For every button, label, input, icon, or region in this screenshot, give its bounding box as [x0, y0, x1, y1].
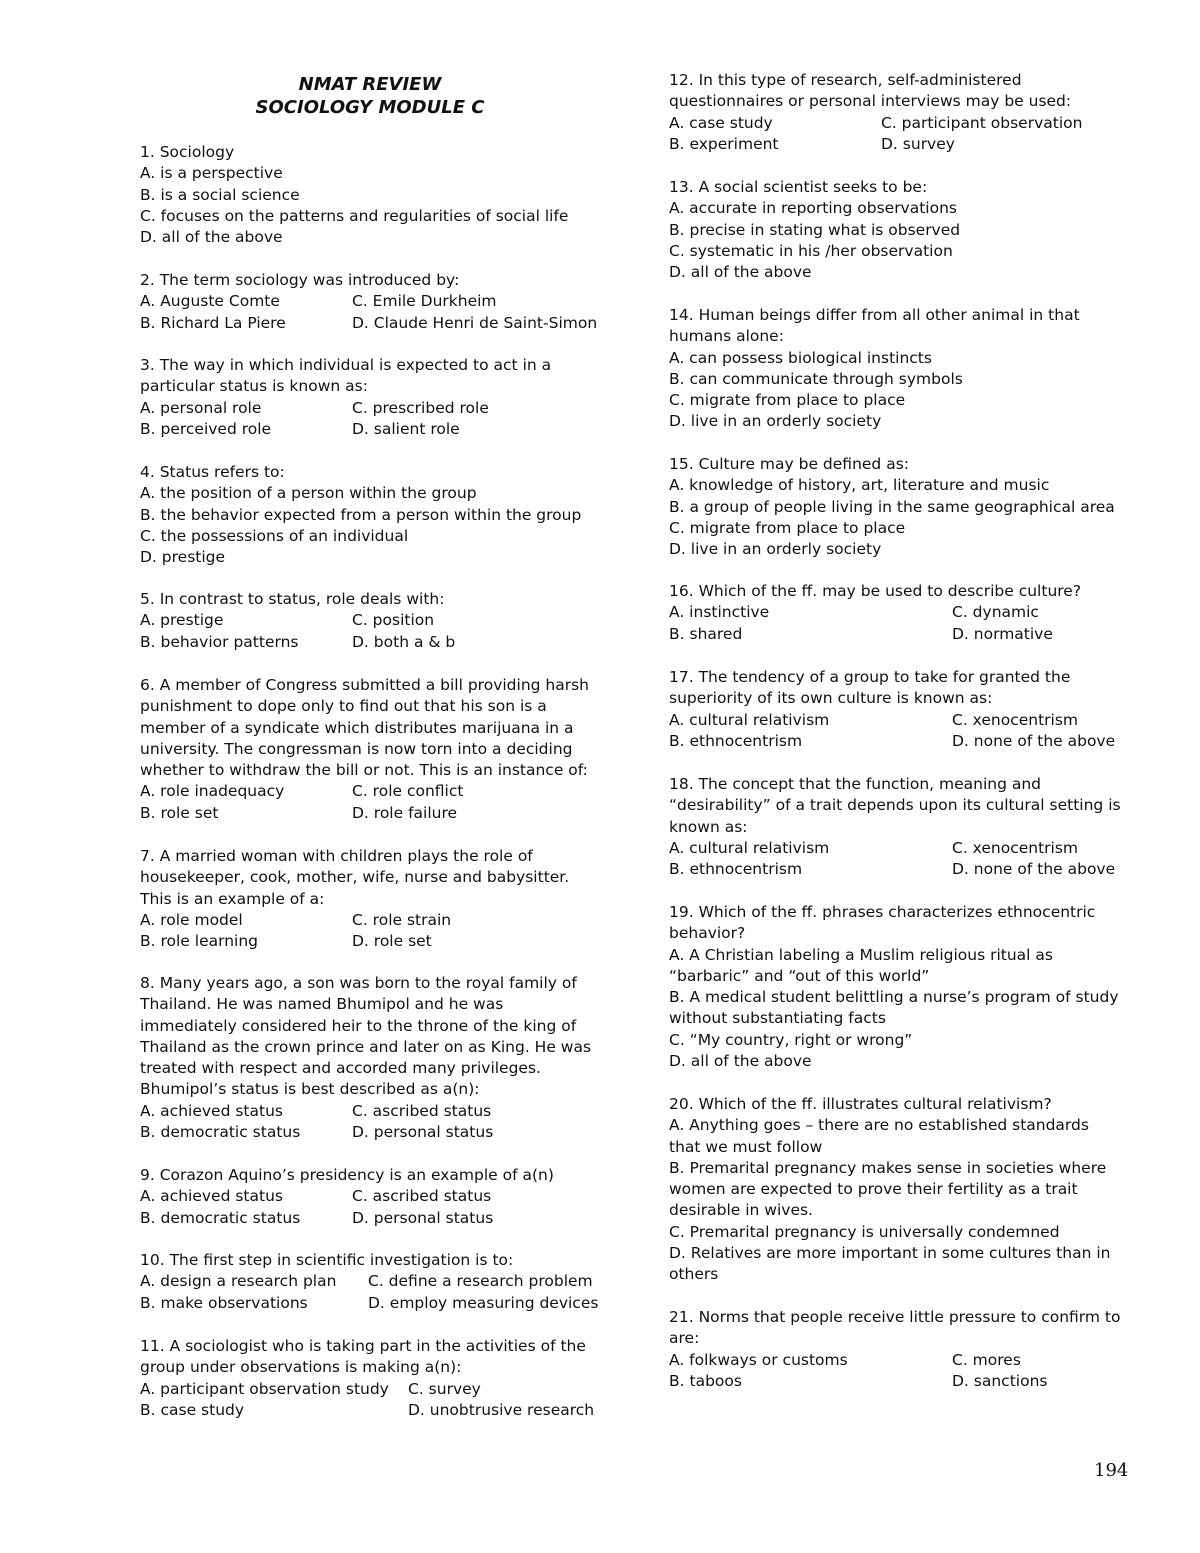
answer-option: A. is a perspective: [140, 164, 283, 183]
question-stem-line: 20. Which of the ff. illustrates cultural relativism?: [669, 1095, 1052, 1113]
answer-option: that we must follow: [669, 1137, 823, 1156]
question-block: [140, 846, 605, 952]
question-block: [140, 1165, 605, 1229]
answer-option: B. perceived role: [140, 419, 272, 438]
question-stem-line: university. The congressman is now torn into a deciding: [140, 739, 573, 758]
question-block: [140, 589, 605, 653]
answer-option: C. participant observation: [881, 113, 1083, 132]
answer-option: C. Emile Durkheim: [352, 292, 497, 311]
answer-row: [669, 134, 1129, 155]
answer-option: B. Premarital pregnancy makes sense in societies where: [669, 1158, 1107, 1177]
answer-option: C. mores: [952, 1350, 1021, 1369]
question-stem-line: Thailand as the crown prince and later on as King. He was: [140, 1037, 592, 1056]
answer-row: [669, 710, 1129, 731]
answer-option: D. both a & b: [352, 632, 456, 651]
answer-row: [140, 291, 605, 312]
answer-row: [140, 610, 605, 631]
question-stem-line: 17. The tendency of a group to take for granted the: [669, 668, 1071, 686]
question-stem-line: questionnaires or personal interviews may be used:: [669, 92, 1072, 111]
answer-row: [140, 1186, 605, 1207]
answer-row: [140, 781, 605, 802]
answer-row: [140, 1101, 605, 1122]
question-block: [669, 667, 1129, 752]
answer-option: A. personal role: [140, 398, 262, 417]
answer-option: D. live in an orderly society: [669, 412, 882, 431]
answer-row: [140, 1208, 605, 1229]
answer-row: [669, 859, 1129, 880]
answer-option: C. prescribed role: [352, 398, 489, 417]
answer-option: C. Premarital pregnancy is universally condemned: [669, 1222, 1060, 1241]
answer-option: C. “My country, right or wrong”: [669, 1030, 913, 1049]
answer-row: [140, 419, 605, 440]
answer-option: A. participant observation study: [140, 1379, 389, 1398]
answer-option: B. democratic status: [140, 1123, 301, 1142]
question-block: [669, 454, 1129, 560]
question-stem-line: behavior?: [669, 924, 746, 943]
answer-option: D. normative: [952, 624, 1053, 643]
answer-row: [140, 313, 605, 334]
answer-option: A. prestige: [140, 611, 224, 630]
answer-row: [140, 632, 605, 653]
answer-option: C. role conflict: [352, 782, 464, 801]
question-block: [140, 1336, 605, 1421]
answer-option: A. cultural relativism: [669, 838, 830, 857]
answer-option: without substantiating facts: [669, 1009, 886, 1028]
question-stem-line: superiority of its own culture is known as:: [669, 689, 993, 708]
answer-option: B. case study: [140, 1400, 245, 1419]
answer-option: A. knowledge of history, art, literature and music: [669, 476, 1050, 495]
answer-option: C. xenocentrism: [952, 838, 1079, 857]
answer-option: C. xenocentrism: [952, 710, 1079, 729]
answer-row: [669, 1350, 1129, 1371]
question-stem-line: particular status is known as:: [140, 377, 368, 396]
question-block: [669, 1094, 1129, 1286]
question-stem-line: This is an example of a:: [140, 889, 325, 908]
answer-option: B. experiment: [669, 134, 779, 153]
question-stem-line: 9. Corazon Aquino’s presidency is an example of a(n): [140, 1166, 554, 1184]
answer-option: D. Relatives are more important in some cultures than in: [669, 1244, 1111, 1263]
answer-option: B. make observations: [140, 1293, 308, 1312]
question-stem-line: 6. A member of Congress submitted a bill providing harsh: [140, 676, 590, 694]
answer-option: A. Anything goes – there are no established standards: [669, 1116, 1089, 1135]
question-block: [140, 973, 605, 1143]
answer-option: D. all of the above: [669, 263, 812, 282]
question-stem-line: Bhumipol’s status is best described as a(n):: [140, 1080, 480, 1099]
title-line-1: NMAT REVIEW: [298, 74, 442, 95]
question-stem-line: 7. A married woman with children plays the role of: [140, 847, 533, 865]
answer-option: D. employ measuring devices: [368, 1293, 599, 1312]
answer-option: A. cultural relativism: [669, 710, 830, 729]
question-block: [140, 355, 605, 440]
question-block: [669, 305, 1129, 433]
question-stem-line: 15. Culture may be defined as:: [669, 455, 909, 473]
answer-option: D. all of the above: [140, 228, 283, 247]
answer-option: B. behavior patterns: [140, 632, 299, 651]
answer-option: B. can communicate through symbols: [669, 369, 963, 388]
answer-option: A. accurate in reporting observations: [669, 199, 957, 218]
answer-row: [140, 910, 605, 931]
question-stem-line: 1. Sociology: [140, 143, 235, 161]
answer-option: A. the position of a person within the group: [140, 484, 477, 503]
answer-option: A. instinctive: [669, 603, 770, 622]
answer-option: B. democratic status: [140, 1208, 301, 1227]
question-block: [140, 142, 605, 248]
answer-option: A. folkways or customs: [669, 1350, 848, 1369]
question-block: [669, 70, 1129, 155]
answer-option: C. focuses on the patterns and regularities of social life: [140, 206, 569, 225]
answer-option: C. migrate from place to place: [669, 391, 906, 410]
answer-row: [669, 624, 1129, 645]
answer-option: A. role model: [140, 910, 243, 929]
title-line-2: SOCIOLOGY MODULE C: [255, 97, 485, 118]
question-stem-line: humans alone:: [669, 327, 784, 346]
answer-option: D. none of the above: [952, 731, 1116, 750]
question-stem-line: are:: [669, 1329, 700, 1348]
question-block: [140, 270, 605, 334]
question-block: [140, 675, 605, 824]
question-stem-line: member of a syndicate which distributes marijuana in a: [140, 718, 574, 737]
answer-option: A. can possess biological instincts: [669, 348, 932, 367]
answer-option: B. taboos: [669, 1371, 742, 1390]
answer-option: D. survey: [881, 134, 955, 153]
answer-option: B. a group of people living in the same geographical area: [669, 497, 1115, 516]
answer-option: D. salient role: [352, 419, 460, 438]
question-stem-line: group under observations is making a(n):: [140, 1358, 462, 1377]
answer-option: A. achieved status: [140, 1187, 283, 1206]
question-stem-line: 13. A social scientist seeks to be:: [669, 178, 928, 196]
answer-option: A. design a research plan: [140, 1272, 337, 1291]
question-stem-line: 18. The concept that the function, meaning and: [669, 775, 1042, 793]
question-stem-line: 12. In this type of research, self-administered: [669, 71, 1022, 89]
answer-option: desirable in wives.: [669, 1201, 813, 1220]
question-stem-line: housekeeper, cook, mother, wife, nurse and babysitter.: [140, 868, 570, 887]
answer-option: C. systematic in his /her observation: [669, 241, 953, 260]
answer-row: [140, 931, 605, 952]
answer-option: C. position: [352, 611, 435, 630]
answer-row: [140, 398, 605, 419]
answer-option: women are expected to prove their fertility as a trait: [669, 1180, 1078, 1199]
answer-option: A. Auguste Comte: [140, 292, 280, 311]
answer-row: [669, 602, 1129, 623]
question-stem-line: Thailand. He was named Bhumipol and he was: [140, 995, 504, 1014]
answer-row: [669, 731, 1129, 752]
answer-option: D. personal status: [352, 1123, 494, 1142]
answer-option: C. dynamic: [952, 603, 1039, 622]
answer-option: D. personal status: [352, 1208, 494, 1227]
answer-option: B. role learning: [140, 932, 259, 951]
answer-row: [669, 113, 1129, 134]
question-stem-line: 8. Many years ago, a son was born to the royal family of: [140, 974, 577, 992]
question-stem-line: 5. In contrast to status, role deals with:: [140, 590, 445, 608]
question-block: [140, 462, 605, 568]
answer-option: D. none of the above: [952, 860, 1116, 879]
question-block: [669, 177, 1129, 283]
answer-option: C. migrate from place to place: [669, 518, 906, 537]
answer-option: B. shared: [669, 624, 743, 643]
answer-option: A. case study: [669, 113, 773, 132]
question-block: [669, 774, 1129, 880]
question-block: [669, 902, 1129, 1072]
question-stem-line: 3. The way in which individual is expected to act in a: [140, 356, 552, 374]
answer-option: C. define a research problem: [368, 1272, 593, 1291]
answer-option: D. role failure: [352, 803, 458, 822]
answer-option: B. ethnocentrism: [669, 860, 803, 879]
answer-option: C. ascribed status: [352, 1101, 492, 1120]
answer-row: [140, 803, 605, 824]
answer-option: B. A medical student belittling a nurse’s program of study: [669, 988, 1119, 1007]
answer-option: A. achieved status: [140, 1101, 283, 1120]
question-stem-line: 4. Status refers to:: [140, 463, 285, 481]
answer-option: D. unobtrusive research: [408, 1400, 595, 1419]
question-stem-line: 21. Norms that people receive little pressure to confirm to: [669, 1308, 1121, 1326]
question-block: [669, 581, 1129, 645]
question-stem-line: 11. A sociologist who is taking part in the activities of the: [140, 1337, 586, 1355]
answer-row: [669, 1371, 1129, 1392]
answer-option: D. role set: [352, 932, 432, 951]
question-stem-line: 10. The first step in scientific investigation is to:: [140, 1251, 514, 1269]
question-stem-line: 19. Which of the ff. phrases characterizes ethnocentric: [669, 903, 1096, 921]
question-stem-line: 16. Which of the ff. may be used to describe culture?: [669, 582, 1082, 600]
question-stem-line: 2. The term sociology was introduced by:: [140, 271, 460, 289]
page-number: 194: [1094, 1460, 1129, 1481]
answer-row: [140, 1293, 605, 1314]
question-stem-line: treated with respect and accorded many privileges.: [140, 1059, 541, 1078]
answer-option: “barbaric” and “out of this world”: [669, 966, 930, 985]
document-title: [140, 73, 600, 119]
answer-option: D. prestige: [140, 548, 226, 567]
answer-option: B. the behavior expected from a person within the group: [140, 505, 582, 524]
answer-option: D. sanctions: [952, 1371, 1048, 1390]
answer-option: B. ethnocentrism: [669, 731, 803, 750]
answer-option: C. survey: [408, 1379, 481, 1398]
answer-option: D. Claude Henri de Saint-Simon: [352, 313, 598, 332]
answer-option: B. Richard La Piere: [140, 313, 286, 332]
question-stem-line: known as:: [669, 817, 748, 836]
question-stem-line: punishment to dope only to find out that his son is a: [140, 697, 547, 716]
answer-option: D. all of the above: [669, 1052, 812, 1071]
question-stem-line: “desirability” of a trait depends upon its cultural setting is: [669, 796, 1121, 815]
answer-option: A. role inadequacy: [140, 782, 285, 801]
answer-option: others: [669, 1265, 719, 1284]
answer-option: D. live in an orderly society: [669, 540, 882, 559]
answer-row: [669, 838, 1129, 859]
question-stem-line: immediately considered heir to the throne of the king of: [140, 1016, 577, 1035]
answer-option: B. is a social science: [140, 185, 300, 204]
answer-option: C. role strain: [352, 910, 452, 929]
answer-row: [140, 1271, 605, 1292]
question-block: [140, 1250, 605, 1314]
question-stem-line: 14. Human beings differ from all other animal in that: [669, 306, 1080, 324]
answer-option: A. A Christian labeling a Muslim religious ritual as: [669, 945, 1053, 964]
question-stem-line: whether to withdraw the bill or not. This is an instance of:: [140, 761, 588, 780]
answer-option: B. precise in stating what is observed: [669, 220, 961, 239]
answer-row: [140, 1400, 605, 1421]
answer-option: B. role set: [140, 803, 219, 822]
answer-row: [140, 1122, 605, 1143]
answer-option: C. the possessions of an individual: [140, 526, 409, 545]
question-block: [669, 1307, 1129, 1392]
answer-row: [140, 1379, 605, 1400]
answer-option: C. ascribed status: [352, 1187, 492, 1206]
